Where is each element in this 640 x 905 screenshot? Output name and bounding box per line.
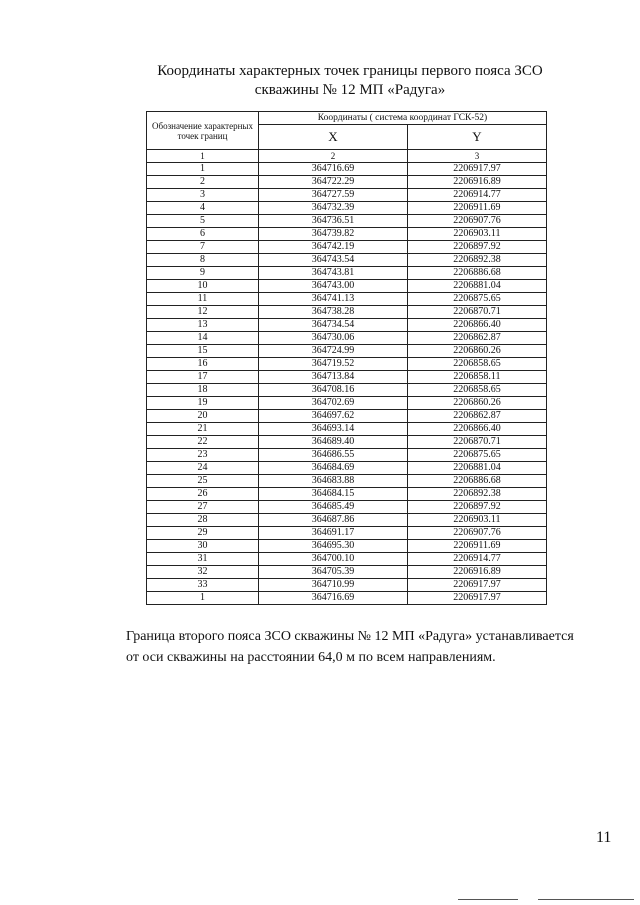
x-coordinate-cell: 364743.54 xyxy=(259,254,408,267)
point-cell: 27 xyxy=(147,501,259,514)
y-coordinate-cell: 2206914.77 xyxy=(408,189,547,202)
table-row xyxy=(147,319,547,332)
column-number: 2 xyxy=(259,150,408,163)
point-cell: 17 xyxy=(147,371,259,384)
y-coordinate-cell: 2206917.97 xyxy=(408,163,547,176)
x-coordinate-cell: 364724.99 xyxy=(259,345,408,358)
point-cell: 28 xyxy=(147,514,259,527)
x-coordinate-cell: 364705.39 xyxy=(259,566,408,579)
point-cell: 33 xyxy=(147,579,259,592)
document-title xyxy=(100,62,600,100)
table-row xyxy=(147,345,547,358)
point-cell: 10 xyxy=(147,280,259,293)
point-cell: 14 xyxy=(147,332,259,345)
point-cell: 23 xyxy=(147,449,259,462)
footer-rule xyxy=(538,899,634,900)
table-row xyxy=(147,475,547,488)
point-cell: 7 xyxy=(147,241,259,254)
y-coordinate-cell: 2206858.65 xyxy=(408,384,547,397)
y-coordinate-cell: 2206886.68 xyxy=(408,475,547,488)
footer-rule xyxy=(458,899,518,900)
table-row xyxy=(147,436,547,449)
table-row xyxy=(147,202,547,215)
point-cell: 25 xyxy=(147,475,259,488)
point-cell: 16 xyxy=(147,358,259,371)
y-coordinate-cell: 2206875.65 xyxy=(408,293,547,306)
point-cell: 8 xyxy=(147,254,259,267)
point-cell: 24 xyxy=(147,462,259,475)
x-coordinate-cell: 364687.86 xyxy=(259,514,408,527)
second-zone-paragraph xyxy=(88,626,588,668)
x-coordinate-cell: 364741.13 xyxy=(259,293,408,306)
table-row xyxy=(147,332,547,345)
table-row xyxy=(147,592,547,605)
x-coordinate-cell: 364693.14 xyxy=(259,423,408,436)
y-coordinate-cell: 2206881.04 xyxy=(408,280,547,293)
x-coordinate-cell: 364736.51 xyxy=(259,215,408,228)
point-cell: 11 xyxy=(147,293,259,306)
table-row xyxy=(147,241,547,254)
x-coordinate-cell: 364695.30 xyxy=(259,540,408,553)
x-coordinate-cell: 364684.69 xyxy=(259,462,408,475)
y-coordinate-cell: 2206917.97 xyxy=(408,592,547,605)
y-coordinate-cell: 2206862.87 xyxy=(408,410,547,423)
table-row xyxy=(147,462,547,475)
x-coordinate-cell: 364713.84 xyxy=(259,371,408,384)
x-axis-header: X xyxy=(259,125,408,150)
table-row xyxy=(147,579,547,592)
table-row xyxy=(147,163,547,176)
designation-header: Обозначение характерных точек границ xyxy=(147,112,259,150)
x-coordinate-cell: 364710.99 xyxy=(259,579,408,592)
y-coordinate-cell: 2206860.26 xyxy=(408,345,547,358)
table-row xyxy=(147,228,547,241)
x-coordinate-cell: 364716.69 xyxy=(259,592,408,605)
x-coordinate-cell: 364700.10 xyxy=(259,553,408,566)
table-row xyxy=(147,423,547,436)
y-coordinate-cell: 2206870.71 xyxy=(408,436,547,449)
y-axis-header: Y xyxy=(408,125,547,150)
point-cell: 1 xyxy=(147,592,259,605)
point-cell: 19 xyxy=(147,397,259,410)
point-cell: 12 xyxy=(147,306,259,319)
table-row xyxy=(147,449,547,462)
x-coordinate-cell: 364685.49 xyxy=(259,501,408,514)
y-coordinate-cell: 2206914.77 xyxy=(408,553,547,566)
table-row xyxy=(147,267,547,280)
table-row xyxy=(147,540,547,553)
point-cell: 15 xyxy=(147,345,259,358)
table-row xyxy=(147,410,547,423)
table-row xyxy=(147,488,547,501)
paragraph-line-1: Граница второго пояса ЗСО скважины № 12 МП «Радуга» устанавливается xyxy=(126,629,574,644)
point-cell: 4 xyxy=(147,202,259,215)
point-cell: 21 xyxy=(147,423,259,436)
x-coordinate-cell: 364732.39 xyxy=(259,202,408,215)
x-coordinate-cell: 364734.54 xyxy=(259,319,408,332)
y-coordinate-cell: 2206860.26 xyxy=(408,397,547,410)
table-row xyxy=(147,501,547,514)
x-coordinate-cell: 364743.81 xyxy=(259,267,408,280)
y-coordinate-cell: 2206907.76 xyxy=(408,527,547,540)
point-cell: 3 xyxy=(147,189,259,202)
x-coordinate-cell: 364730.06 xyxy=(259,332,408,345)
x-coordinate-cell: 364702.69 xyxy=(259,397,408,410)
y-coordinate-cell: 2206866.40 xyxy=(408,423,547,436)
y-coordinate-cell: 2206892.38 xyxy=(408,488,547,501)
x-coordinate-cell: 364697.62 xyxy=(259,410,408,423)
x-coordinate-cell: 364686.55 xyxy=(259,449,408,462)
table-row xyxy=(147,371,547,384)
table-row xyxy=(147,358,547,371)
y-coordinate-cell: 2206903.11 xyxy=(408,514,547,527)
y-coordinate-cell: 2206907.76 xyxy=(408,215,547,228)
table-row xyxy=(147,176,547,189)
point-cell: 29 xyxy=(147,527,259,540)
table-row xyxy=(147,553,547,566)
point-cell: 13 xyxy=(147,319,259,332)
point-cell: 26 xyxy=(147,488,259,501)
table-row xyxy=(147,280,547,293)
paragraph-line-2: от оси скважины на расстоянии 64,0 м по всем направлениям. xyxy=(126,650,496,665)
point-cell: 31 xyxy=(147,553,259,566)
table-row xyxy=(147,384,547,397)
column-number: 3 xyxy=(408,150,547,163)
table-row xyxy=(147,397,547,410)
table-row xyxy=(147,306,547,319)
point-cell: 22 xyxy=(147,436,259,449)
y-coordinate-cell: 2206911.69 xyxy=(408,540,547,553)
y-coordinate-cell: 2206875.65 xyxy=(408,449,547,462)
table-row xyxy=(147,527,547,540)
y-coordinate-cell: 2206911.69 xyxy=(408,202,547,215)
y-coordinate-cell: 2206897.92 xyxy=(408,241,547,254)
y-coordinate-cell: 2206917.97 xyxy=(408,579,547,592)
x-coordinate-cell: 364742.19 xyxy=(259,241,408,254)
point-cell: 30 xyxy=(147,540,259,553)
y-coordinate-cell: 2206866.40 xyxy=(408,319,547,332)
table-row xyxy=(147,215,547,228)
y-coordinate-cell: 2206916.89 xyxy=(408,176,547,189)
table-header-row xyxy=(147,112,547,125)
x-coordinate-cell: 364722.29 xyxy=(259,176,408,189)
point-cell: 9 xyxy=(147,267,259,280)
page-number: 11 xyxy=(596,829,612,846)
x-coordinate-cell: 364708.16 xyxy=(259,384,408,397)
x-coordinate-cell: 364684.15 xyxy=(259,488,408,501)
y-coordinate-cell: 2206916.89 xyxy=(408,566,547,579)
y-coordinate-cell: 2206870.71 xyxy=(408,306,547,319)
table-row xyxy=(147,189,547,202)
title-line-1: Координаты характерных точек границы первого пояса ЗСО xyxy=(157,63,543,79)
y-coordinate-cell: 2206858.65 xyxy=(408,358,547,371)
coordinates-table xyxy=(146,111,547,605)
y-coordinate-cell: 2206892.38 xyxy=(408,254,547,267)
x-coordinate-cell: 364738.28 xyxy=(259,306,408,319)
x-coordinate-cell: 364689.40 xyxy=(259,436,408,449)
x-coordinate-cell: 364719.52 xyxy=(259,358,408,371)
point-cell: 18 xyxy=(147,384,259,397)
point-cell: 20 xyxy=(147,410,259,423)
coordinate-system-header: Координаты ( система координат ГСК-52) xyxy=(259,112,547,125)
column-number: 1 xyxy=(147,150,259,163)
y-coordinate-cell: 2206858.11 xyxy=(408,371,547,384)
point-cell: 1 xyxy=(147,163,259,176)
x-coordinate-cell: 364716.69 xyxy=(259,163,408,176)
y-coordinate-cell: 2206886.68 xyxy=(408,267,547,280)
x-coordinate-cell: 364743.00 xyxy=(259,280,408,293)
table-row xyxy=(147,293,547,306)
title-line-2: скважины № 12 МП «Радуга» xyxy=(254,82,446,98)
y-coordinate-cell: 2206862.87 xyxy=(408,332,547,345)
point-cell: 32 xyxy=(147,566,259,579)
point-cell: 5 xyxy=(147,215,259,228)
x-coordinate-cell: 364691.17 xyxy=(259,527,408,540)
x-coordinate-cell: 364739.82 xyxy=(259,228,408,241)
point-cell: 2 xyxy=(147,176,259,189)
point-cell: 6 xyxy=(147,228,259,241)
column-number-row xyxy=(147,150,547,163)
table-row xyxy=(147,514,547,527)
x-coordinate-cell: 364727.59 xyxy=(259,189,408,202)
table-row xyxy=(147,254,547,267)
y-coordinate-cell: 2206881.04 xyxy=(408,462,547,475)
y-coordinate-cell: 2206903.11 xyxy=(408,228,547,241)
table-row xyxy=(147,566,547,579)
x-coordinate-cell: 364683.88 xyxy=(259,475,408,488)
y-coordinate-cell: 2206897.92 xyxy=(408,501,547,514)
